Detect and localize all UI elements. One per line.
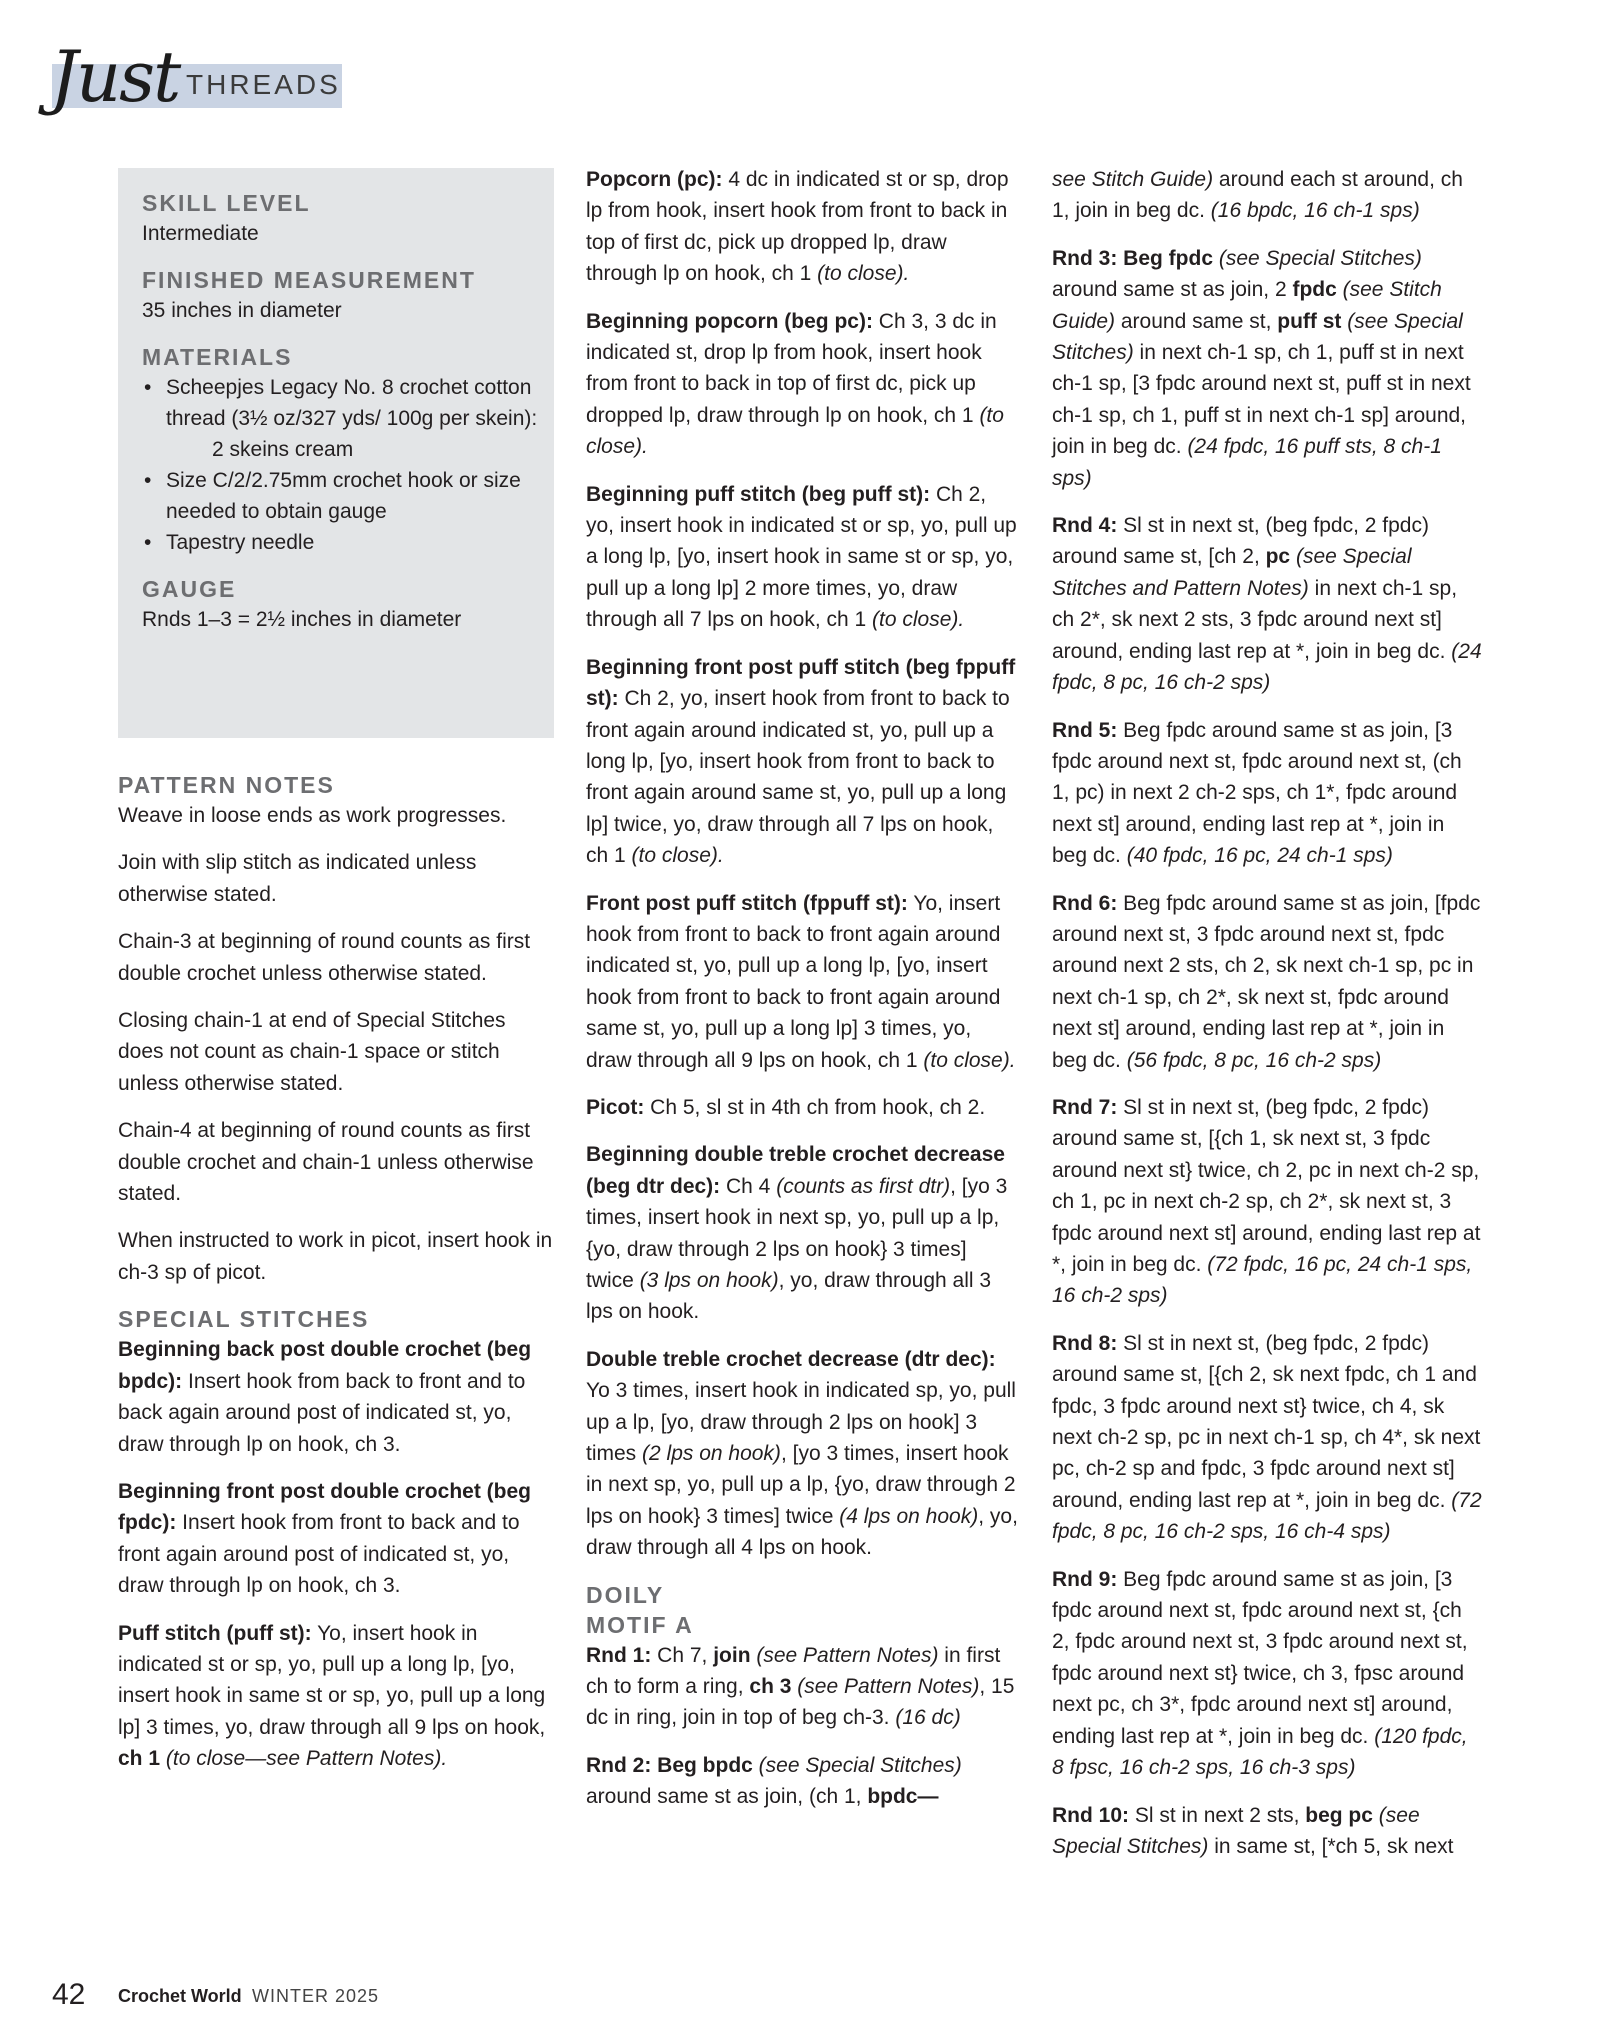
round-6: Rnd 6: Beg fpdc around same st as join, [fpdc around next st, 3 fpdc around next st, fpdc around next 2 sts, ch 2, sk next ch-1 sp, pc in next ch-1 sp, ch 2*, sk next st, fpdc around next st] around, ending last rep at *, join in beg dc. (56 fpdc, 8 pc, 16 ch-2 sps) xyxy=(1052,891,1481,1072)
stitch-beg-puff: Beginning puff stitch (beg puff st): Ch 2, yo, insert hook in indicated st or sp, yo, pull up a long lp, [yo, insert hook in same st or sp, yo, pull up a long lp] 2 more times, yo, draw through all 7 lps on hook, ch 1 (to close). xyxy=(586,482,1017,632)
round-4: Rnd 4: Sl st in next st, (beg fpdc, 2 fpdc) around same st, [ch 2, pc (see Special Stitches and Pattern Notes) in next ch-1 sp, ch 2*, sk next 2 sts, 3 fpdc around next st] around, ending last rep at *, join in beg dc. (24 fpdc, 8 pc, 16 ch-2 sps) xyxy=(1052,514,1482,695)
materials-list xyxy=(142,372,542,558)
note-item: Chain-3 at beginning of round counts as first double crochet unless otherwise stated. xyxy=(118,930,531,985)
note-item: Closing chain-1 at end of Special Stitches does not count as chain-1 space or stitch unless otherwise stated. xyxy=(118,1009,506,1095)
column-2 xyxy=(586,164,1018,1829)
skill-heading: SKILL LEVEL xyxy=(142,190,311,216)
round-2: Rnd 2: Beg bpdc (see Special Stitches) around same st as join, (ch 1, bpdc— xyxy=(586,1753,962,1809)
round-8: Rnd 8: Sl st in next st, (beg fpdc, 2 fpdc) around same st, [{ch 2, sk next fpdc, ch 1 and fpdc, 3 fpdc around next st} twice, ch 4, sk next ch-2 sp, pc in next ch-1 sp, ch 4*, sk next pc, ch-2 sp and fpdc, 3 fpdc around next st] around, ending last rep at *, join in beg dc. (72 fpdc, 8 pc, 16 ch-2 sps, 16 ch-4 sps) xyxy=(1052,1331,1482,1544)
stitch-fppuff: Front post puff stitch (fppuff st): Yo, insert hook from front to back to front again around indicated st, yo, pull up a long lp, [yo, insert hook from front to back to front again around same st, yo, pull up a long lp] 3 times, yo, draw through all 9 lps on hook, ch 1 (to close). xyxy=(586,891,1016,1072)
doily-heading: DOILY xyxy=(586,1581,665,1608)
note-item: Weave in loose ends as work progresses. xyxy=(118,804,507,827)
round-9: Rnd 9: Beg fpdc around same st as join, [3 fpdc around next st, fpdc around next st, {ch 2, fpdc around next st, 3 fpdc around next st, fpdc around next st} twice, ch 3, fpsc around next pc, ch 3*, fpdc around next st] around, ending last rep at *, join in beg dc. (120 fpdc, 8 fpsc, 16 ch-2 sps, 16 ch-3 sps) xyxy=(1052,1567,1468,1780)
note-item: Chain-4 at beginning of round counts as first double crochet and chain-1 unless otherwise stated. xyxy=(118,1119,534,1206)
stitch-popcorn: Popcorn (pc): 4 dc in indicated st or sp, drop lp from hook, insert hook from front to back in top of first dc, pick up dropped lp, draw through lp on hook, ch 1 (to close). xyxy=(586,168,1009,286)
material-item: • Tapestry needle xyxy=(142,527,542,558)
special-stitches-heading: SPECIAL STITCHES xyxy=(118,1306,370,1333)
material-item: • Scheepjes Legacy No. 8 crochet cotton thread (3½ oz/327 yds/ 100g per skein): 2 skeins cream xyxy=(142,372,542,465)
motif-heading: MOTIF A xyxy=(586,1611,694,1638)
material-subitem: 2 skeins cream xyxy=(212,438,354,461)
gauge-text: Rnds 1–3 = 2½ inches in diameter xyxy=(142,608,462,631)
round-5: Rnd 5: Beg fpdc around same st as join, [3 fpdc around next st, fpdc around next st, (ch 1, pc) in next 2 ch-2 sps, ch 1*, fpdc around next st] around, ending last rep at *, join in beg dc. (40 fpdc, 16 pc, 24 ch-1 sps) xyxy=(1052,718,1462,868)
stitch-beg-dtr-dec: Beginning double treble crochet decrease (beg dtr dec): Ch 4 (counts as first dtr), [yo 3 times, insert hook in next sp, yo, pull up a lp, {yo, draw through 2 lps on hook} 3 times] twice (3 lps on hook), yo, draw through all 3 lps on hook. xyxy=(586,1143,1008,1324)
info-box-content xyxy=(142,188,542,651)
note-item: When instructed to work in picot, insert hook in ch-3 sp of picot. xyxy=(118,1229,553,1284)
measure-heading: FINISHED MEASUREMENT xyxy=(142,267,476,293)
column-3 xyxy=(1052,164,1484,1878)
magazine-name: Crochet World xyxy=(118,1986,242,2006)
materials-heading: MATERIALS xyxy=(142,344,293,370)
issue-label: WINTER 2025 xyxy=(252,1986,380,2006)
stitch-puff: Puff stitch (puff st): Yo, insert hook in indicated st or sp, yo, pull up a long lp, [yo, insert hook in same st or sp, yo, pull up a long lp] 3 times, yo, draw through all 9 lps on hook, ch 1 (to close—see Pattern Notes). xyxy=(118,1621,546,1771)
pattern-notes-heading: PATTERN NOTES xyxy=(118,772,335,798)
stitch-picot: Picot: Ch 5, sl st in 4th ch from hook, ch 2. xyxy=(586,1095,986,1119)
stitch-beg-bpdc: Beginning back post double crochet (beg bpdc): Insert hook from back to front and to back again around post of indicated st, yo, draw through lp on hook, ch 3. xyxy=(118,1338,532,1456)
round-10: Rnd 10: Sl st in next 2 sts, beg pc (see Special Stitches) in same st, [*ch 5, sk next xyxy=(1052,1803,1454,1858)
stitch-beg-popcorn: Beginning popcorn (beg pc): Ch 3, 3 dc in indicated st, drop lp from hook, insert hook from front to back in top of first dc, pick up dropped lp, draw through lp on hook, ch 1 (to close). xyxy=(586,309,1004,459)
page-number: 42 xyxy=(52,1978,86,2011)
finished-measurement: 35 inches in diameter xyxy=(142,299,342,322)
brand-word: THREADS xyxy=(186,69,341,100)
round-2-cont: see Stitch Guide) around each st around, ch 1, join in beg dc. (16 bpdc, 16 ch-1 sps) xyxy=(1052,168,1463,223)
brand-script: Just xyxy=(50,36,180,118)
round-3: Rnd 3: Beg fpdc (see Special Stitches) around same st as join, 2 fpdc (see Stitch Guide) around same st, puff st (see Special Stitches) in next ch-1 sp, ch 1, puff st in next ch-1 sp, [3 fpdc around next st, puff st in next ch-1 sp, ch 1, puff st in next ch-1 sp] around, join in beg dc. (24 fpdc, 16 puff sts, 8 ch-1 sps) xyxy=(1052,246,1471,490)
round-7: Rnd 7: Sl st in next st, (beg fpdc, 2 fpdc) around same st, [{ch 1, sk next st, 3 fpdc around next st} twice, ch 2, pc in next ch-2 sp, ch 1, pc in next ch-2 sp, ch 2*, sk next st, 3 fpdc around next st] around, ending last rep at *, join in beg dc. (72 fpdc, 16 pc, 24 ch-1 sps, 16 ch-2 sps) xyxy=(1052,1095,1481,1308)
column-1 xyxy=(118,770,556,1791)
skill-level: Intermediate xyxy=(142,222,259,245)
stitch-dtr-dec: Double treble crochet decrease (dtr dec): Yo 3 times, insert hook in indicated sp, yo, pull up a lp, [yo, draw through 2 lps on hook] 3 times (2 lps on hook), [yo 3 times, insert hook in next sp, yo, pull up a lp, {yo, draw through 2 lps on hook} 3 times] twice (4 lps on hook), yo, draw through all 4 lps on hook. xyxy=(586,1347,1018,1560)
stitch-beg-fpdc: Beginning front post double crochet (beg fpdc): Insert hook from front to back and to front again around post of indicated st, yo, draw through lp on hook, ch 3. xyxy=(118,1479,531,1598)
stitch-beg-fppuff: Beginning front post puff stitch (beg fppuff st): Ch 2, yo, insert hook from front to back to front again around indicated st, yo, pull up a long lp, [yo, insert hook from front to back to front again around same st, yo, pull up a long lp] twice, yo, draw through all 7 lps on hook, ch 1 (to close). xyxy=(586,655,1016,868)
gauge-heading: GAUGE xyxy=(142,576,237,602)
round-1: Rnd 1: Ch 7, join (see Pattern Notes) in first ch to form a ring, ch 3 (see Pattern Notes), 15 dc in ring, join in top of beg ch-3. (16 dc) xyxy=(586,1643,1015,1730)
material-item: • Size C/2/2.75mm crochet hook or size needed to obtain gauge xyxy=(142,465,542,527)
note-item: Join with slip stitch as indicated unless otherwise stated. xyxy=(118,851,477,906)
